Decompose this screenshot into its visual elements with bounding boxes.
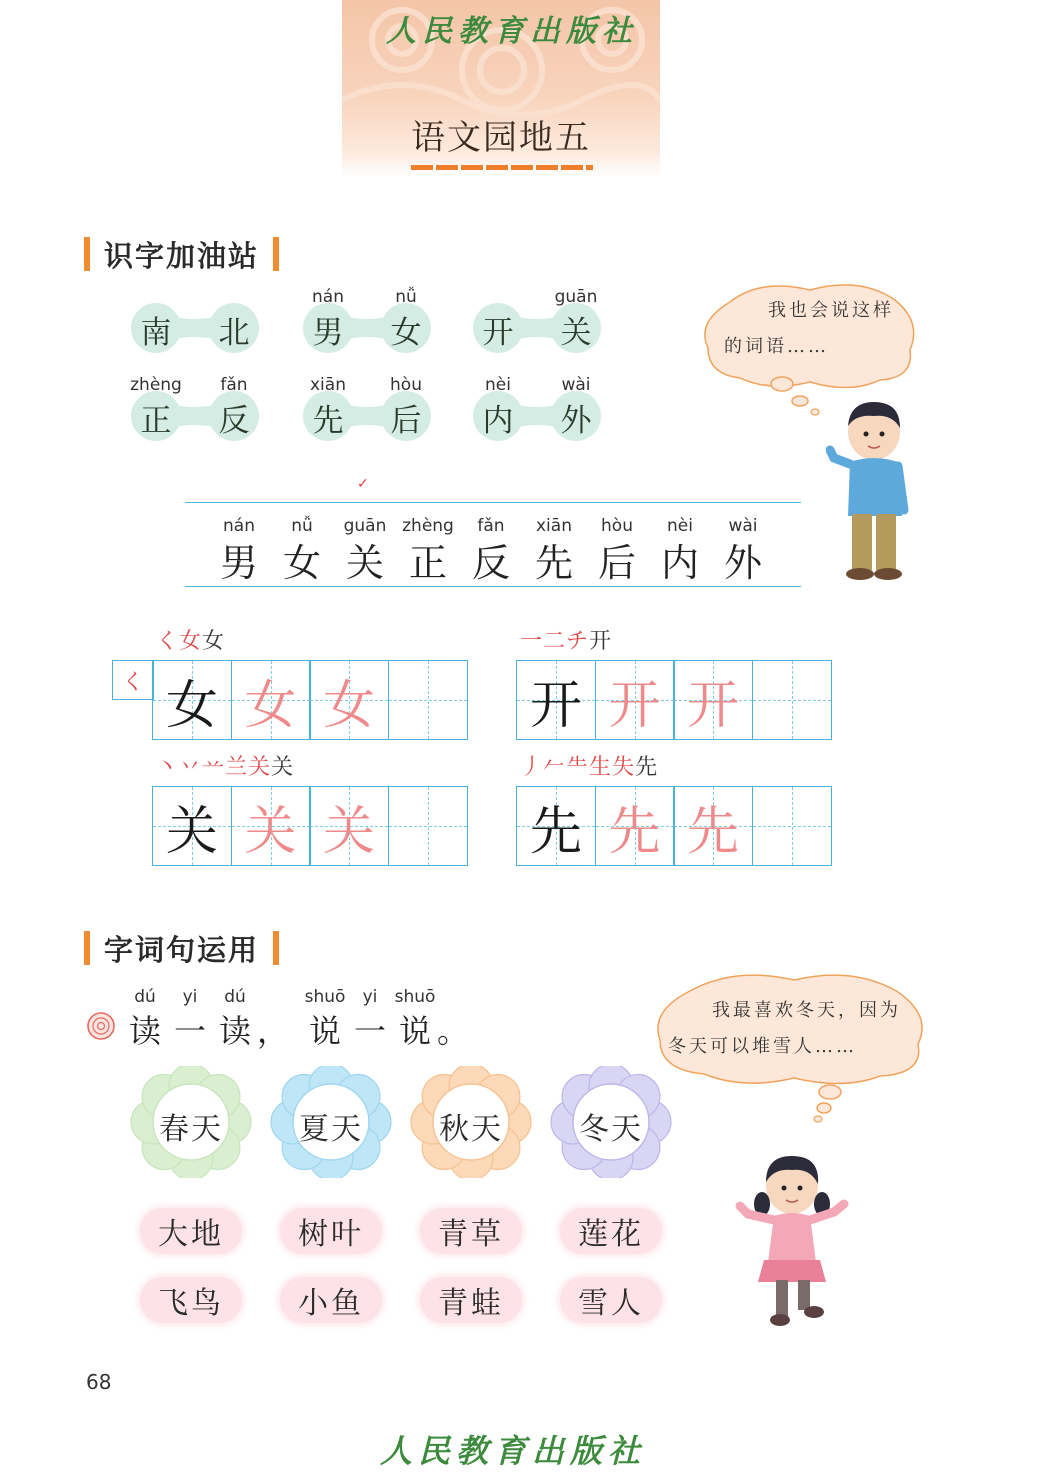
writing-cell bbox=[595, 786, 675, 866]
writing-cell bbox=[516, 660, 596, 740]
instruction-char: 一 bbox=[173, 1012, 206, 1050]
word-pill: 树叶 bbox=[280, 1208, 382, 1254]
section-title: 字词句运用 bbox=[104, 932, 260, 967]
pinyin: nǚ bbox=[395, 287, 417, 307]
antonym-pair bbox=[130, 303, 260, 353]
writing-cell bbox=[673, 660, 753, 740]
reading-char: 正 bbox=[408, 541, 447, 585]
stroke-step: 关 bbox=[271, 755, 295, 780]
section-header-2 bbox=[84, 930, 279, 966]
reading-pinyin: guān bbox=[343, 516, 387, 536]
reading-pinyin: hòu bbox=[601, 516, 633, 536]
reading-char: 外 bbox=[723, 541, 762, 585]
stroke-step: 二 bbox=[543, 629, 567, 654]
stroke-step: 䒑 bbox=[202, 755, 226, 780]
reading-char: 先 bbox=[534, 541, 573, 585]
antonym-pair bbox=[302, 391, 432, 441]
writing-cell bbox=[673, 786, 753, 866]
practice-char: 女 bbox=[244, 675, 297, 736]
writing-cell bbox=[152, 786, 232, 866]
instruction-pinyin: dú bbox=[224, 987, 246, 1007]
stroke-step: 失 bbox=[612, 755, 636, 780]
word-pill: 莲花 bbox=[560, 1208, 662, 1254]
stroke-order bbox=[520, 750, 658, 781]
reading-char: 后 bbox=[597, 541, 636, 585]
section-bar-right bbox=[273, 237, 279, 271]
writing-cell bbox=[152, 660, 232, 740]
stroke-step: く bbox=[156, 629, 180, 654]
instruction-char: 说 bbox=[308, 1012, 341, 1050]
instruction-pinyin: shuō bbox=[304, 987, 346, 1007]
practice-char: 开 bbox=[608, 675, 661, 736]
stroke-step: 开 bbox=[589, 629, 613, 654]
boy-illustration bbox=[826, 398, 910, 584]
practice-char: 先 bbox=[686, 801, 739, 862]
pair-left-char: 先 bbox=[312, 403, 344, 439]
writing-grid bbox=[152, 660, 466, 740]
practice-char: 关 bbox=[244, 801, 297, 862]
writing-cell bbox=[309, 786, 389, 866]
reading-char: 男 bbox=[219, 541, 258, 585]
girl-illustration bbox=[734, 1150, 852, 1332]
instruction-char: 读 bbox=[128, 1012, 161, 1050]
publisher-logo: 人民教育出版社 bbox=[386, 14, 638, 49]
writing-grid bbox=[516, 660, 830, 740]
pinyin: wài bbox=[561, 375, 591, 395]
writing-cell bbox=[231, 786, 311, 866]
pair-right-char: 后 bbox=[390, 403, 422, 439]
stroke-step: 生 bbox=[589, 755, 613, 780]
antonym-pair bbox=[302, 303, 432, 353]
pair-right-char: 女 bbox=[390, 315, 422, 351]
pair-left-char: 男 bbox=[312, 315, 344, 351]
practice-char: 关 bbox=[165, 801, 218, 862]
boy-bubble-line1: 我也会说这样 bbox=[768, 300, 894, 321]
reading-pinyin: nán bbox=[223, 516, 255, 536]
girl-bubble-line2: 冬天可以堆雪人…… bbox=[668, 1036, 857, 1057]
instruction-char: 。 bbox=[436, 1012, 469, 1050]
practice-char: 关 bbox=[322, 801, 375, 862]
word-pill: 青蛙 bbox=[420, 1277, 522, 1323]
pinyin: fǎn bbox=[220, 375, 248, 395]
writing-cell bbox=[309, 660, 389, 740]
word-pill: 飞鸟 bbox=[140, 1277, 242, 1323]
page-number: 68 bbox=[86, 1370, 112, 1394]
practice-char: 开 bbox=[686, 675, 739, 736]
writing-grid bbox=[516, 786, 830, 866]
stroke-step: チ bbox=[566, 629, 590, 654]
antonym-pair bbox=[130, 391, 260, 441]
instruction-pinyin: yi bbox=[362, 987, 378, 1007]
pinyin: nán bbox=[312, 287, 344, 307]
pinyin: hòu bbox=[390, 375, 422, 395]
season-flower bbox=[410, 1066, 532, 1178]
boy-bubble-line2: 的词语…… bbox=[724, 336, 829, 357]
instruction-char: ， bbox=[256, 1012, 289, 1050]
practice-char: 先 bbox=[529, 801, 582, 862]
word-pill: 雪人 bbox=[560, 1277, 662, 1323]
instruction-char: 说 bbox=[398, 1012, 431, 1050]
season-label: 冬天 bbox=[579, 1112, 643, 1147]
reading-char: 女 bbox=[282, 541, 321, 585]
section-bar-right bbox=[273, 931, 279, 965]
pair-left-char: 南 bbox=[140, 315, 172, 351]
instruction-pinyin: shuō bbox=[394, 987, 436, 1007]
season-flower bbox=[550, 1066, 672, 1178]
instruction-char: 读 bbox=[218, 1012, 251, 1050]
pair-right-char: 外 bbox=[560, 403, 592, 439]
writing-cell[interactable] bbox=[388, 660, 468, 740]
reading-char: 内 bbox=[660, 541, 699, 585]
section-header-1 bbox=[84, 236, 279, 272]
practice-char: 女 bbox=[165, 675, 218, 736]
writing-cell[interactable] bbox=[388, 786, 468, 866]
writing-cell[interactable] bbox=[752, 786, 832, 866]
stroke-step: ⺧ bbox=[566, 755, 590, 780]
girl-bubble-line1: 我最喜欢冬天，因为 bbox=[712, 1000, 901, 1021]
pair-right-char: 关 bbox=[560, 315, 592, 351]
practice-char: 开 bbox=[529, 675, 582, 736]
first-stroke-box: く bbox=[112, 660, 154, 700]
instruction-char: 一 bbox=[353, 1012, 386, 1050]
instruction-pinyin: yi bbox=[182, 987, 198, 1007]
season-label: 夏天 bbox=[299, 1112, 363, 1147]
pair-left-char: 正 bbox=[140, 403, 172, 439]
reading-pinyin: fǎn bbox=[477, 516, 505, 536]
stroke-step: 关 bbox=[248, 755, 272, 780]
stroke-step: 丿 bbox=[520, 755, 544, 780]
practice-char: 先 bbox=[608, 801, 661, 862]
season-label: 春天 bbox=[159, 1112, 223, 1147]
reading-pinyin: wài bbox=[728, 516, 758, 536]
writing-cell bbox=[516, 786, 596, 866]
stroke-step: 女 bbox=[179, 629, 203, 654]
stroke-step: 𠂉 bbox=[543, 755, 567, 780]
reading-pinyin: nèi bbox=[667, 516, 693, 536]
word-pill: 小鱼 bbox=[280, 1277, 382, 1323]
word-pill: 大地 bbox=[140, 1208, 242, 1254]
stroke-step: 丶 bbox=[156, 755, 180, 780]
stroke-step: 女 bbox=[202, 629, 226, 654]
practice-char: 女 bbox=[322, 675, 375, 736]
pair-right-char: 北 bbox=[218, 315, 250, 351]
publisher-footer: 人民教育出版社 bbox=[380, 1432, 647, 1470]
season-flower bbox=[270, 1066, 392, 1178]
reading-line-top bbox=[185, 502, 801, 503]
title-underline bbox=[411, 165, 593, 170]
instruction-pinyin: dú bbox=[134, 987, 156, 1007]
stroke-order bbox=[156, 750, 294, 781]
pinyin: nèi bbox=[485, 375, 511, 395]
stroke-order bbox=[520, 624, 612, 655]
pinyin: xiān bbox=[310, 375, 346, 395]
stroke-step: 先 bbox=[635, 755, 659, 780]
writing-cell[interactable] bbox=[752, 660, 832, 740]
reading-char: 反 bbox=[471, 541, 510, 585]
section-title: 识字加油站 bbox=[104, 238, 260, 273]
antonym-pair bbox=[472, 303, 602, 353]
check-mark: ✓ bbox=[357, 476, 369, 492]
writing-cell bbox=[231, 660, 311, 740]
reading-pinyin: xiān bbox=[536, 516, 572, 536]
antonym-pair bbox=[472, 391, 602, 441]
word-pill: 青草 bbox=[420, 1208, 522, 1254]
read-icon bbox=[86, 1011, 116, 1041]
season-flower bbox=[130, 1066, 252, 1178]
pinyin: guān bbox=[554, 287, 598, 307]
stroke-step: 兰 bbox=[225, 755, 249, 780]
page-title: 语文园地五 bbox=[411, 118, 591, 158]
reading-pinyin: nǚ bbox=[291, 516, 313, 536]
pinyin: zhèng bbox=[130, 375, 182, 395]
writing-cell bbox=[595, 660, 675, 740]
pair-left-char: 开 bbox=[482, 315, 514, 351]
pair-left-char: 内 bbox=[482, 403, 514, 439]
stroke-order bbox=[156, 624, 225, 655]
pair-right-char: 反 bbox=[218, 403, 250, 439]
stroke-step: 一 bbox=[520, 629, 544, 654]
writing-grid bbox=[152, 786, 466, 866]
season-label: 秋天 bbox=[439, 1112, 503, 1147]
reading-char: 关 bbox=[345, 541, 384, 585]
stroke-step: 丷 bbox=[179, 755, 203, 780]
reading-pinyin: zhèng bbox=[402, 516, 454, 536]
